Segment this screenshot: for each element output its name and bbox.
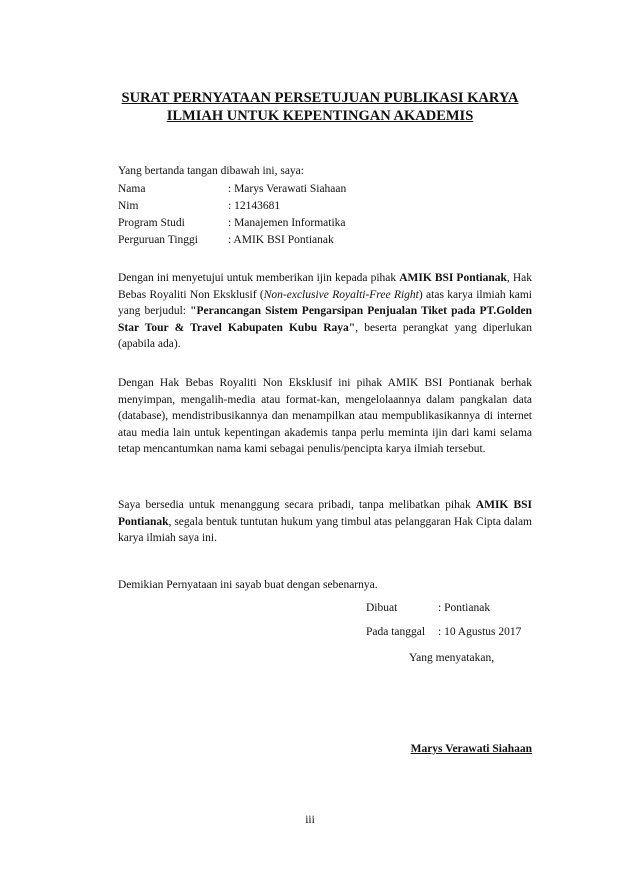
thesis-title: "Perancangan Sistem Pengarsipan Penjualan Tiket pada PT.Golden Star Tour & Travel Kabupaten Kubu Raya" (118, 305, 532, 334)
place-label: Dibuat (366, 602, 398, 614)
identity-label: Perguruan Tinggi (118, 234, 198, 246)
identity-value: : Manajemen Informatika (228, 217, 346, 229)
identity-label: Nim (118, 200, 139, 212)
identity-row-institution (118, 232, 346, 249)
identity-value: : 12143681 (228, 200, 281, 212)
consent-text-3: ) atas karya ilmiah kami yang berjudul: (118, 288, 532, 318)
identity-value: : AMIK BSI Pontianak (228, 234, 334, 246)
institution-name: AMIK BSI Pontianak (118, 499, 533, 528)
date-value: : 10 Agustus 2017 (438, 626, 522, 638)
liability-text-2: , segala bentuk tuntutan hukum yang timbul atas pelanggaran Hak Cipta dalam karya ilmiah saya ini. (118, 515, 532, 545)
consent-text-4: , beserta perangkat yang diperlukan (apabila ada). (118, 321, 533, 351)
identity-row-name (118, 181, 346, 198)
signer-name: Marys Verawati Siahaan (410, 743, 532, 755)
identity-label: Nama (118, 183, 146, 195)
consent-text-2: , Hak Bebas Royaliti Non Eksklusif ( (118, 272, 532, 301)
identity-table (118, 181, 346, 249)
identity-value: : Marys Verawati Siahaan (228, 183, 347, 195)
signature-statement: Yang menyatakan, (409, 652, 495, 664)
date-label: Pada tanggal (366, 626, 426, 638)
consent-text-1: Dengan ini menyetujui untuk memberikan ijin kepada pihak (118, 272, 400, 284)
signature-place (366, 602, 490, 614)
consent-paragraph (118, 270, 532, 353)
closing-statement: Demikian Pernyataan ini sayab buat dengan sebenarnya. (118, 579, 378, 591)
identity-label: Program Studi (118, 217, 185, 229)
identity-row-nim (118, 198, 346, 215)
intro-text: Yang bertanda tangan dibawah ini, saya: (118, 165, 304, 177)
rights-paragraph: Dengan Hak Bebas Royaliti Non Eksklusif ini pihak AMIK BSI Pontianak berhak menyimpan, mengalih-media atau format-kan, mengelolaannya dalam pangkalan data (database), mendistribusikannya dan menampilkan atau mempublikasikannya di internet atau media lain untuk kepentingan akademis tanpa perlu meminta ijin dari kami selama tetap mencantumkan nama kami sebagai penulis/pencipta karya ilmiah tersebut. (118, 377, 532, 456)
license-term: Non-exclusive Royalti-Free Right (263, 288, 419, 301)
page-number: iii (305, 814, 315, 826)
liability-paragraph (118, 497, 532, 547)
place-value: : Pontianak (438, 602, 491, 614)
identity-row-program (118, 215, 346, 232)
title-line-2: ILMIAH UNTUK KEPENTINGAN AKADEMIS (166, 108, 474, 124)
title-line-1: SURAT PERNYATAAN PERSETUJUAN PUBLIKASI KARYA (121, 90, 519, 106)
liability-text-1: Saya bersedia untuk menanggung secara pribadi, tanpa melibatkan pihak (118, 499, 476, 511)
institution-name: AMIK BSI Pontianak (399, 272, 507, 284)
page-title (90, 89, 550, 125)
signature-date (366, 626, 521, 638)
